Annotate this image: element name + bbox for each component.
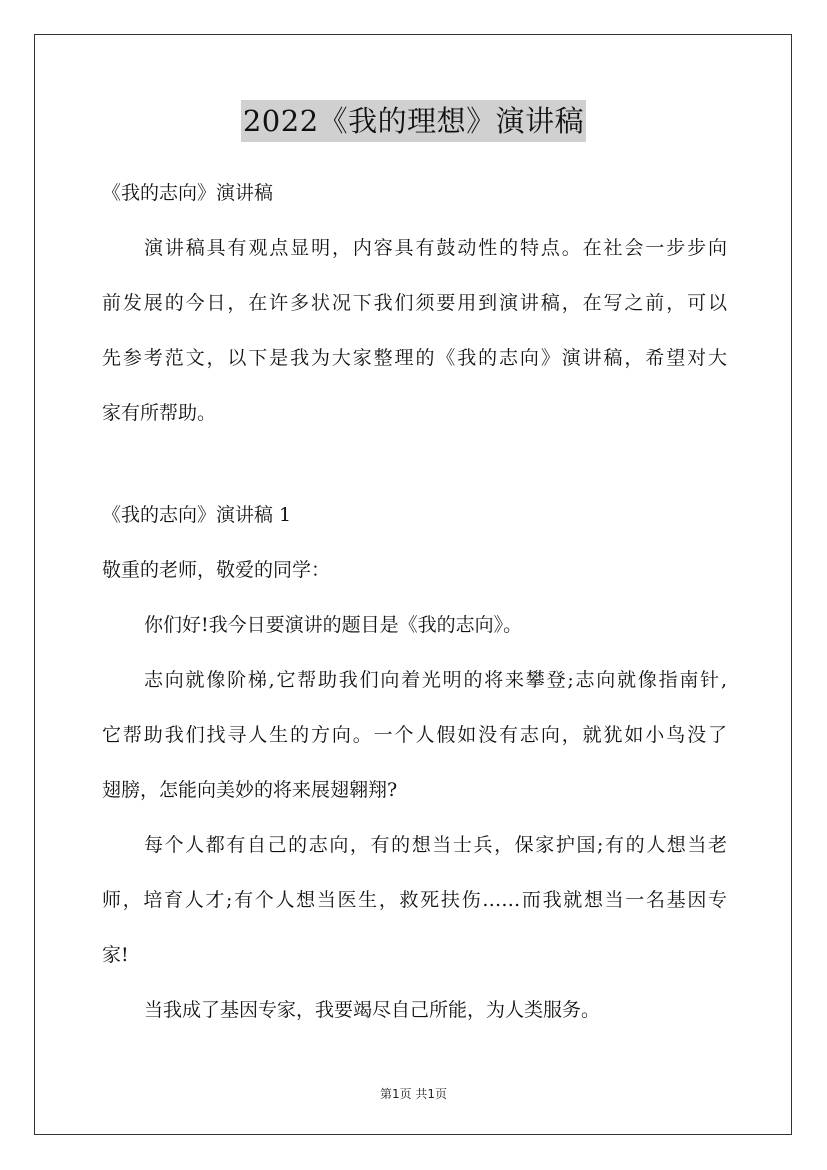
paragraph-line: 志向就像阶梯,它帮助我们向着光明的将来攀登;志向就像指南针, xyxy=(144,669,727,691)
paragraph-line: 前发展的今日，在许多状况下我们须要用到演讲稿，在写之前，可以 xyxy=(102,292,727,314)
page-number: 第1页 共1页 xyxy=(379,1087,448,1101)
document-title: 2022《我的理想》演讲稿 xyxy=(241,100,586,142)
paragraph-line: 你们好!我今日要演讲的题目是《我的志向》。 xyxy=(144,614,523,636)
document-body xyxy=(102,166,727,1038)
paragraph-line: 家有所帮助。 xyxy=(102,402,217,424)
salutation: 敬重的老师，敬爱的同学： xyxy=(102,559,331,581)
paragraph-line: 演讲稿具有观点显明，内容具有鼓动性的特点。在社会一步步向 xyxy=(144,237,727,259)
section-heading: 《我的志向》演讲稿 1 xyxy=(102,504,292,526)
paragraph-line: 家! xyxy=(102,944,129,966)
paragraph-line: 翅膀，怎能向美妙的将来展翅翱翔? xyxy=(102,779,398,801)
section-heading: 《我的志向》演讲稿 xyxy=(102,182,274,204)
paragraph-line: 它帮助我们找寻人生的方向。一个人假如没有志向，就犹如小鸟没了 xyxy=(102,724,727,746)
paragraph-line: 当我成了基因专家，我要竭尽自己所能，为人类服务。 xyxy=(144,999,601,1021)
paragraph-line: 每个人都有自己的志向，有的想当士兵，保家护国;有的人想当老 xyxy=(144,834,727,856)
paragraph-line: 先参考范文，以下是我为大家整理的《我的志向》演讲稿，希望对大 xyxy=(102,347,727,369)
title-container xyxy=(0,100,827,142)
paragraph-line: 师，培育人才;有个人想当医生，救死扶伤……而我就想当一名基因专 xyxy=(102,889,727,911)
spacer xyxy=(102,441,727,488)
